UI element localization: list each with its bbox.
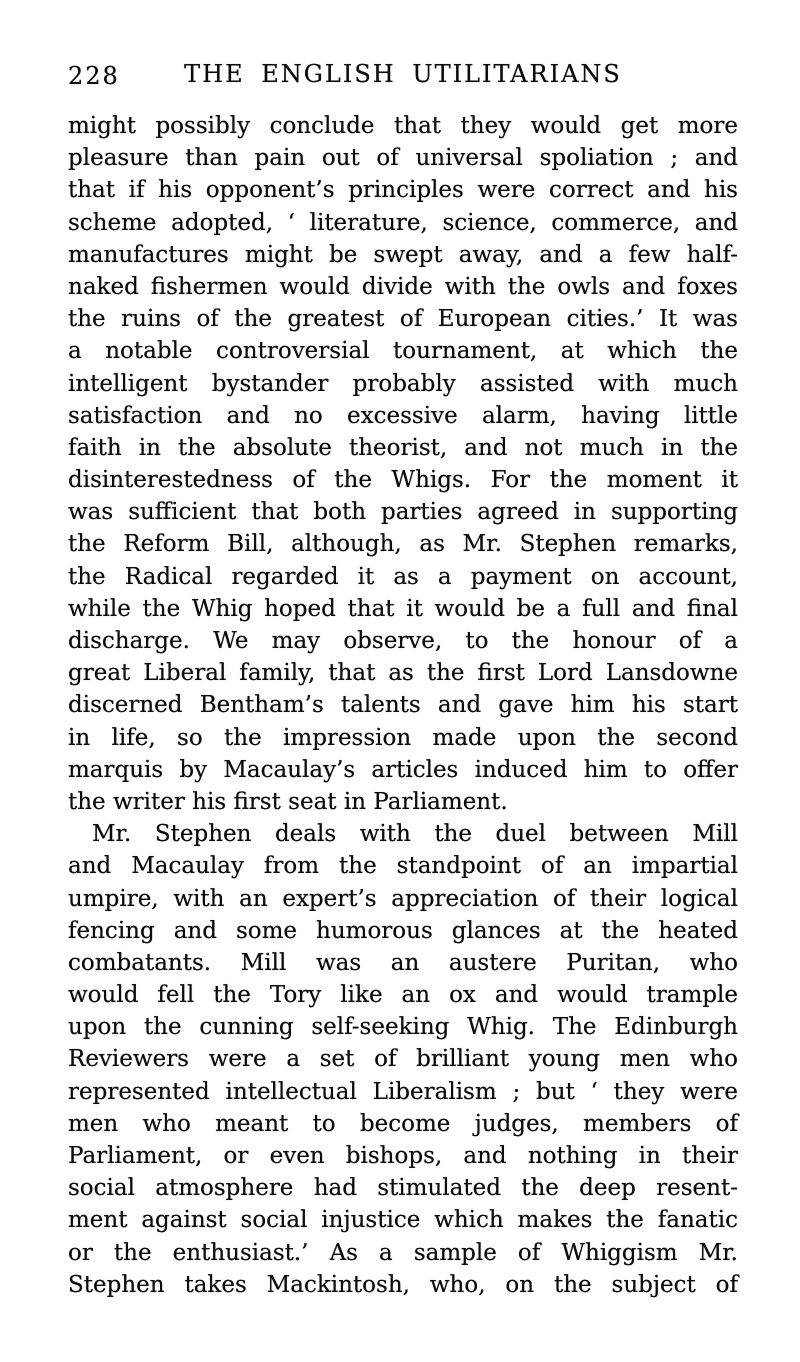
text-line: Mr. Stephen deals with the duel between Mill (92, 821, 738, 848)
text-line: marquis by Macaulay’s articles induced him to offer (68, 756, 738, 783)
text-line: intelligent bystander probably assisted with much (68, 370, 738, 397)
text-line: the writer his first seat in Parliament. (68, 788, 508, 815)
text-line: umpire, with an expert’s appreciation of their logical (68, 885, 738, 912)
text-line: satisfaction and no excessive alarm, having little (68, 402, 738, 429)
text-line: the Reform Bill, although, as Mr. Stephen remarks, (68, 531, 738, 558)
text-line: or the enthusiast.’ As a sample of Whiggism Mr. (68, 1239, 738, 1266)
text-line: disinterestedness of the Whigs. For the moment it (68, 467, 738, 494)
text-line: Reviewers were a set of brilliant young men who (68, 1046, 738, 1073)
text-line: pleasure than pain out of universal spoliation ; and (68, 145, 738, 172)
text-line: men who meant to become judges, members of (68, 1110, 738, 1137)
text-line: fencing and some humorous glances at the heated (68, 917, 738, 944)
text-line: Stephen takes Mackintosh, who, on the subject of (68, 1271, 738, 1298)
text-line: a notable controversial tournament, at which the (68, 338, 738, 365)
text-line: discerned Bentham’s talents and gave him his start (68, 692, 738, 719)
text-body (68, 110, 738, 1301)
text-line: that if his opponent’s principles were correct and his (68, 177, 738, 204)
text-line: in life, so the impression made upon the second (68, 724, 738, 751)
text-line: manufactures might be swept away, and a few half- (68, 241, 738, 268)
page-header (68, 60, 738, 90)
text-line: great Liberal family, that as the first Lord Lansdowne (68, 660, 738, 687)
text-line: represented intellectual Liberalism ; but ‘ they were (68, 1078, 738, 1105)
text-line: was sufficient that both parties agreed in supporting (68, 499, 738, 526)
text-line: while the Whig hoped that it would be a full and final (68, 595, 738, 622)
text-line: the Radical regarded it as a payment on account, (68, 563, 738, 590)
text-line: faith in the absolute theorist, and not much in the (68, 434, 738, 461)
text-line: social atmosphere had stimulated the deep resent- (68, 1175, 738, 1202)
text-block (68, 60, 738, 1301)
text-line: Parliament, or even bishops, and nothing in their (68, 1143, 738, 1169)
text-line: might possibly conclude that they would get more (68, 113, 738, 139)
text-line: the ruins of the greatest of European cities.’ It was (68, 306, 738, 333)
page-number: 228 (68, 62, 120, 90)
text-line: scheme adopted, ‘ literature, science, commerce, and (68, 209, 738, 236)
text-line: naked fishermen would divide with the owls and foxes (68, 273, 738, 300)
text-line: combatants. Mill was an austere Puritan, who (68, 949, 738, 976)
text-line: would fell the Tory like an ox and would trample (68, 982, 738, 1009)
text-line: ment against social injustice which makes the fanatic (68, 1207, 738, 1234)
text-line: upon the cunning self-seeking Whig. The Edinburgh (68, 1014, 738, 1041)
text-line: discharge. We may observe, to the honour of a (68, 628, 738, 654)
running-title: THE ENGLISH UTILITARIANS (184, 60, 622, 88)
text-line: and Macaulay from the standpoint of an impartial (68, 853, 738, 880)
